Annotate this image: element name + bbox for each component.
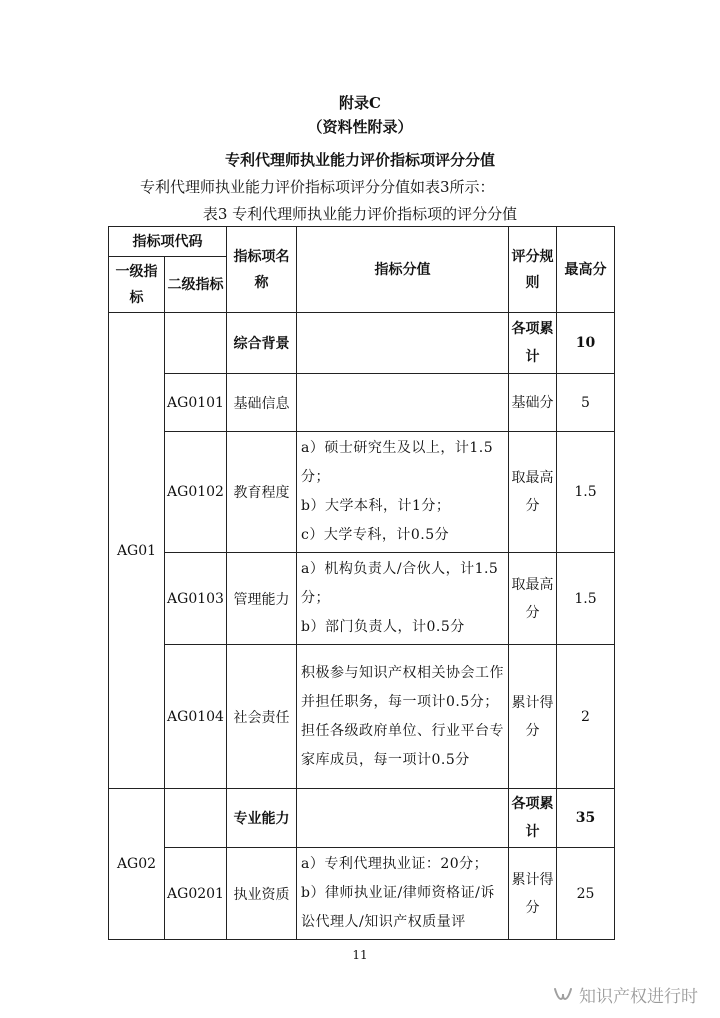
value-line: a）硕士研究生及以上，计1.5分； xyxy=(301,440,494,485)
value-line: 积极参与知识产权相关协会工作并担任职务，每一项计0.5分； xyxy=(301,664,504,710)
level2-code-empty xyxy=(165,789,227,848)
appendix-title: 附录C xyxy=(339,94,381,112)
item-name: 执业资质 xyxy=(227,848,297,940)
watermark-text: 知识产权进行时 xyxy=(579,987,698,1007)
value-line: b）大学本科，计1分； xyxy=(301,498,451,514)
level2-code: AG0103 xyxy=(165,553,227,645)
value-line: c）大学专科，计0.5分 xyxy=(301,527,450,543)
table-caption: 表3 专利代理师执业能力评价指标项的评分分值 xyxy=(202,205,518,223)
table-row xyxy=(109,313,615,374)
level2-code-empty xyxy=(165,313,227,374)
item-max: 10 xyxy=(557,313,615,374)
header-value: 指标分值 xyxy=(297,227,509,313)
wechat-channel-icon xyxy=(552,985,574,1005)
item-value-empty xyxy=(297,313,509,374)
item-name: 社会责任 xyxy=(227,645,297,789)
item-name: 教育程度 xyxy=(227,432,297,553)
level1-code: AG01 xyxy=(109,313,165,789)
item-rule: 取最高分 xyxy=(509,553,557,645)
item-rule: 基础分 xyxy=(509,374,557,432)
score-table xyxy=(108,226,615,940)
item-max: 35 xyxy=(557,789,615,848)
table-row xyxy=(109,645,615,789)
item-max: 1.5 xyxy=(557,553,615,645)
item-rule: 累计得分 xyxy=(509,848,557,940)
item-max: 25 xyxy=(557,848,615,940)
appendix-subtitle: （资料性附录） xyxy=(307,118,413,136)
table-row xyxy=(109,432,615,553)
item-max: 5 xyxy=(557,374,615,432)
page-number: 11 xyxy=(352,948,368,962)
header-max: 最高分 xyxy=(557,227,615,313)
item-value xyxy=(297,432,509,553)
value-line: a）专利代理执业证：20分； xyxy=(301,856,489,872)
value-line: a）机构负责人/合伙人，计1.5分； xyxy=(301,561,499,606)
item-name: 专业能力 xyxy=(227,789,297,848)
item-name: 基础信息 xyxy=(227,374,297,432)
watermark xyxy=(552,982,698,1007)
item-rule: 取最高分 xyxy=(509,432,557,553)
item-value-empty xyxy=(297,789,509,848)
header-rule: 评分规则 xyxy=(509,227,557,313)
item-name: 综合背景 xyxy=(227,313,297,374)
level1-code: AG02 xyxy=(109,789,165,940)
item-name: 管理能力 xyxy=(227,553,297,645)
value-line: b）律师执业证/律师资格证/诉讼代理人/知识产权质量评 xyxy=(301,885,495,930)
header-name: 指标项名称 xyxy=(227,227,297,313)
intro-paragraph: 专利代理师执业能力评价指标项评分分值如表3所示： xyxy=(140,178,495,196)
value-line: b）部门负责人，计0.5分 xyxy=(301,619,465,635)
item-max: 2 xyxy=(557,645,615,789)
level2-code: AG0102 xyxy=(165,432,227,553)
header-level2: 二级指标 xyxy=(165,257,227,313)
header-code-group: 指标项代码 xyxy=(109,227,227,257)
table-row xyxy=(109,789,615,848)
item-value xyxy=(297,645,509,789)
level2-code: AG0104 xyxy=(165,645,227,789)
table-row xyxy=(109,374,615,432)
item-value xyxy=(297,553,509,645)
item-value-empty xyxy=(297,374,509,432)
item-value xyxy=(297,848,509,940)
section-title: 专利代理师执业能力评价指标项评分分值 xyxy=(224,151,495,169)
value-line: 担任各级政府单位、行业平台专家库成员，每一项计0.5分 xyxy=(301,722,504,768)
item-rule: 各项累计 xyxy=(509,789,557,848)
item-rule: 各项累计 xyxy=(509,313,557,374)
header-level1: 一级指标 xyxy=(109,257,165,313)
level2-code: AG0101 xyxy=(165,374,227,432)
level2-code: AG0201 xyxy=(165,848,227,940)
item-max: 1.5 xyxy=(557,432,615,553)
item-rule: 累计得分 xyxy=(509,645,557,789)
table-row xyxy=(109,553,615,645)
table-row xyxy=(109,848,615,940)
